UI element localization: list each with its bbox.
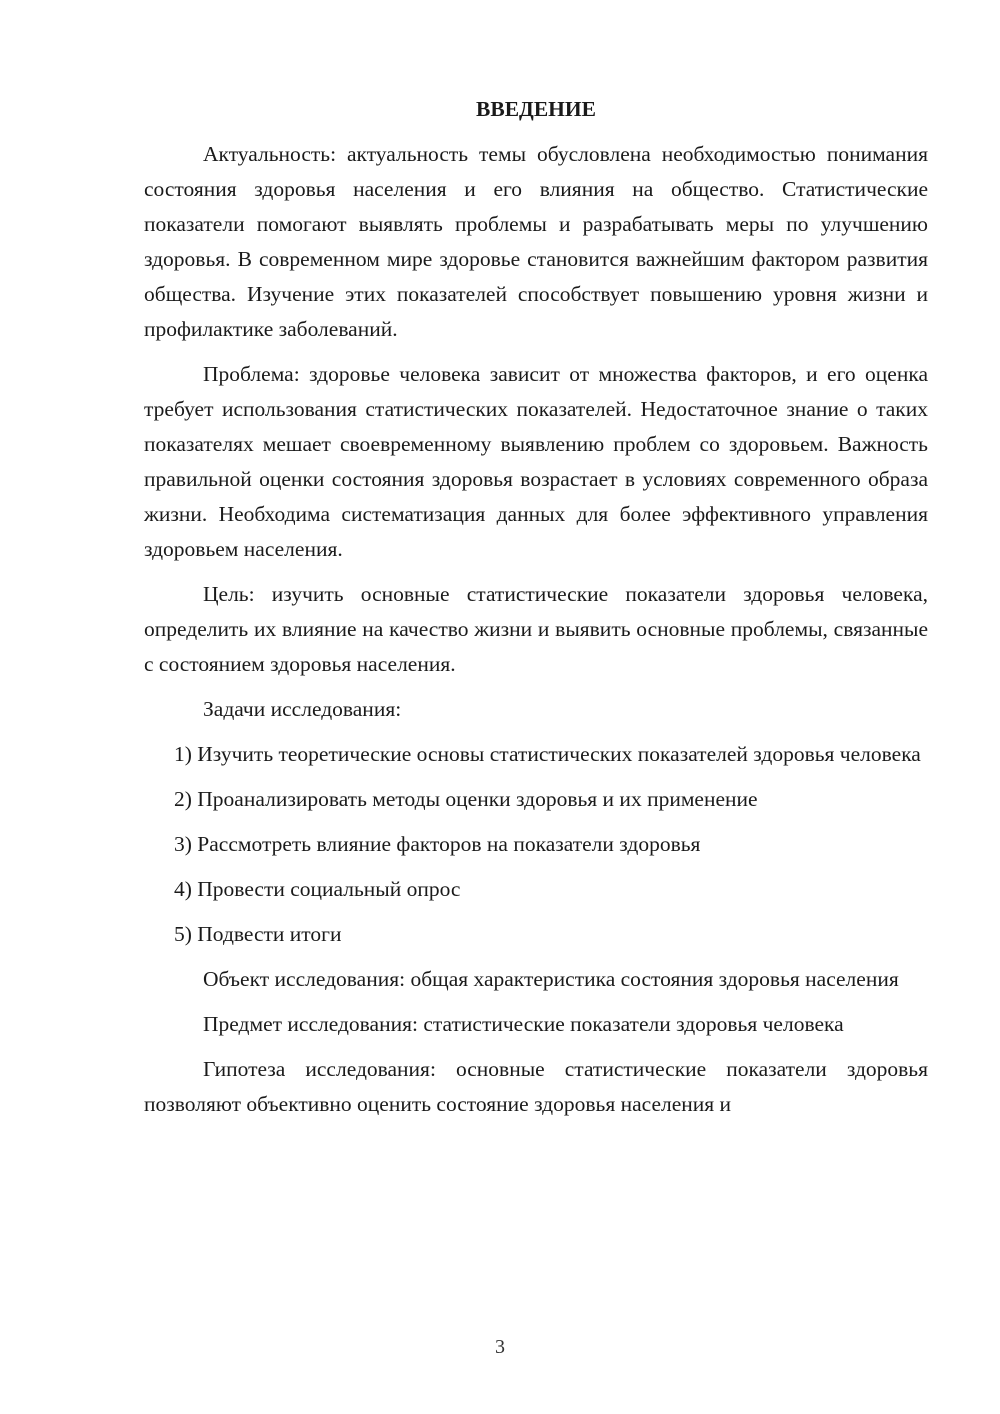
page-number: 3 [495,1336,505,1358]
section-title: ВВЕДЕНИЕ [476,97,596,121]
paragraph-tasks-heading: Задачи исследования: [203,697,402,721]
task-item-5: 5) Подвести итоги [174,922,342,946]
page-content [144,92,928,1132]
task-item-3: 3) Рассмотреть влияние факторов на показатели здоровья [174,832,701,856]
task-item-4: 4) Провести социальный опрос [174,877,461,901]
task-item-2: 2) Проанализировать методы оценки здоровья и их применение [174,787,758,811]
paragraph-subject: Предмет исследования: статистические показатели здоровья человека [203,1012,844,1036]
task-item-1: 1) Изучить теоретические основы статистических показателей здоровья человека [174,742,921,766]
paragraph-goal: Цель: изучить основные статистические показатели здоровья человека, определить их влияние на качество жизни и выявить основные проблемы, связанные с состоянием здоровья населения. [144,582,928,676]
paragraph-object: Объект исследования: общая характеристика состояния здоровья населения [203,967,899,991]
paragraph-problem: Проблема: здоровье человека зависит от множества факторов, и его оценка требует использования статистических показателей. Недостаточное знание о таких показателях мешает своевременному выявлению проблем со здоровьем. Важность правильной оценки состояния здоровья возрастает в условиях современного образа жизни. Необходима систематизация данных для более эффективного управления здоровьем населения. [144,362,928,561]
paragraph-hypothesis: Гипотеза исследования: основные статистические показатели здоровья позволяют объективно оценить состояние здоровья населения и [144,1057,928,1116]
paragraph-relevance: Актуальность: актуальность темы обусловлена необходимостью понимания состояния здоровья населения и его влияния на общество. Статистические показатели помогают выявлять проблемы и разрабатывать меры по улучшению здоровья. В современном мире здоровье становится важнейшим фактором развития общества. Изучение этих показателей способствует повышению уровня жизни и профилактике заболеваний. [144,142,928,341]
